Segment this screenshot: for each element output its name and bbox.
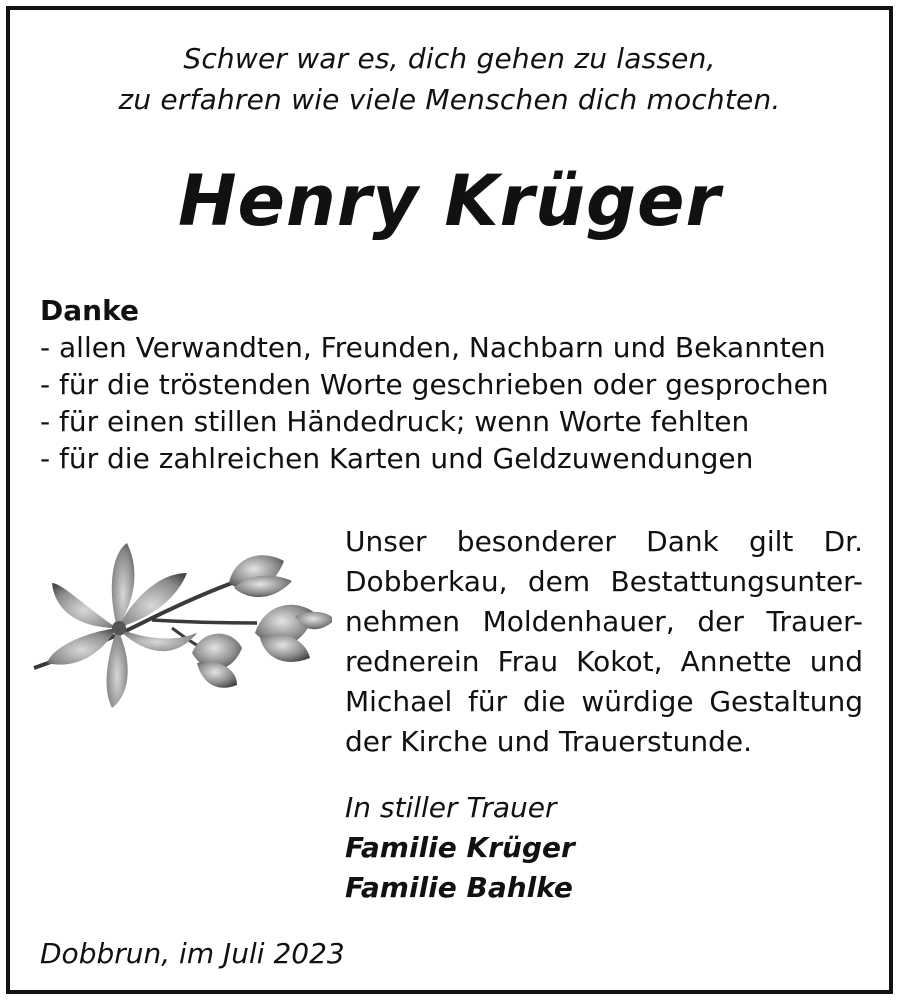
- special-thanks-paragraph: [345, 522, 863, 762]
- special-thanks-line: rednerein Frau Kokot, Annette und: [345, 645, 863, 678]
- motto-line-1: Schwer war es, dich gehen zu lassen,: [183, 42, 716, 75]
- magnolia-branch-icon: [32, 528, 332, 708]
- place-date: Dobbrun, im Juli 2023: [40, 937, 345, 970]
- thanks-item: - für die zahlreichen Karten und Geldzuwendungen: [40, 442, 754, 475]
- special-thanks-line: der Kirche und Trauerstunde.: [345, 725, 752, 758]
- signature-family-2: Familie Bahlke: [345, 871, 573, 904]
- obituary-frame: [6, 6, 893, 994]
- special-thanks-line: Michael für die würdige Gestaltung: [345, 685, 863, 718]
- thanks-item: - für die tröstenden Worte geschrieben oder gesprochen: [40, 368, 829, 401]
- motto: [10, 38, 889, 120]
- special-thanks-line: Dobberkau, dem Bestattungsunter-: [345, 565, 863, 598]
- thanks-section: [40, 292, 880, 477]
- deceased-name: Henry Krüger: [177, 160, 722, 242]
- thanks-heading: Danke: [40, 294, 139, 327]
- signature-intro: In stiller Trauer: [345, 791, 557, 824]
- special-thanks-line: Unser besonderer Dank gilt Dr.: [345, 525, 863, 558]
- motto-line-2: zu erfahren wie viele Menschen dich mochten.: [118, 83, 781, 116]
- thanks-item: - für einen stillen Händedruck; wenn Worte fehlten: [40, 405, 750, 438]
- special-thanks-line: nehmen Moldenhauer, der Trauer-: [345, 605, 863, 638]
- signature-block: [345, 788, 765, 908]
- signature-family-1: Familie Krüger: [345, 831, 575, 864]
- thanks-item: - allen Verwandten, Freunden, Nachbarn und Bekannten: [40, 331, 826, 364]
